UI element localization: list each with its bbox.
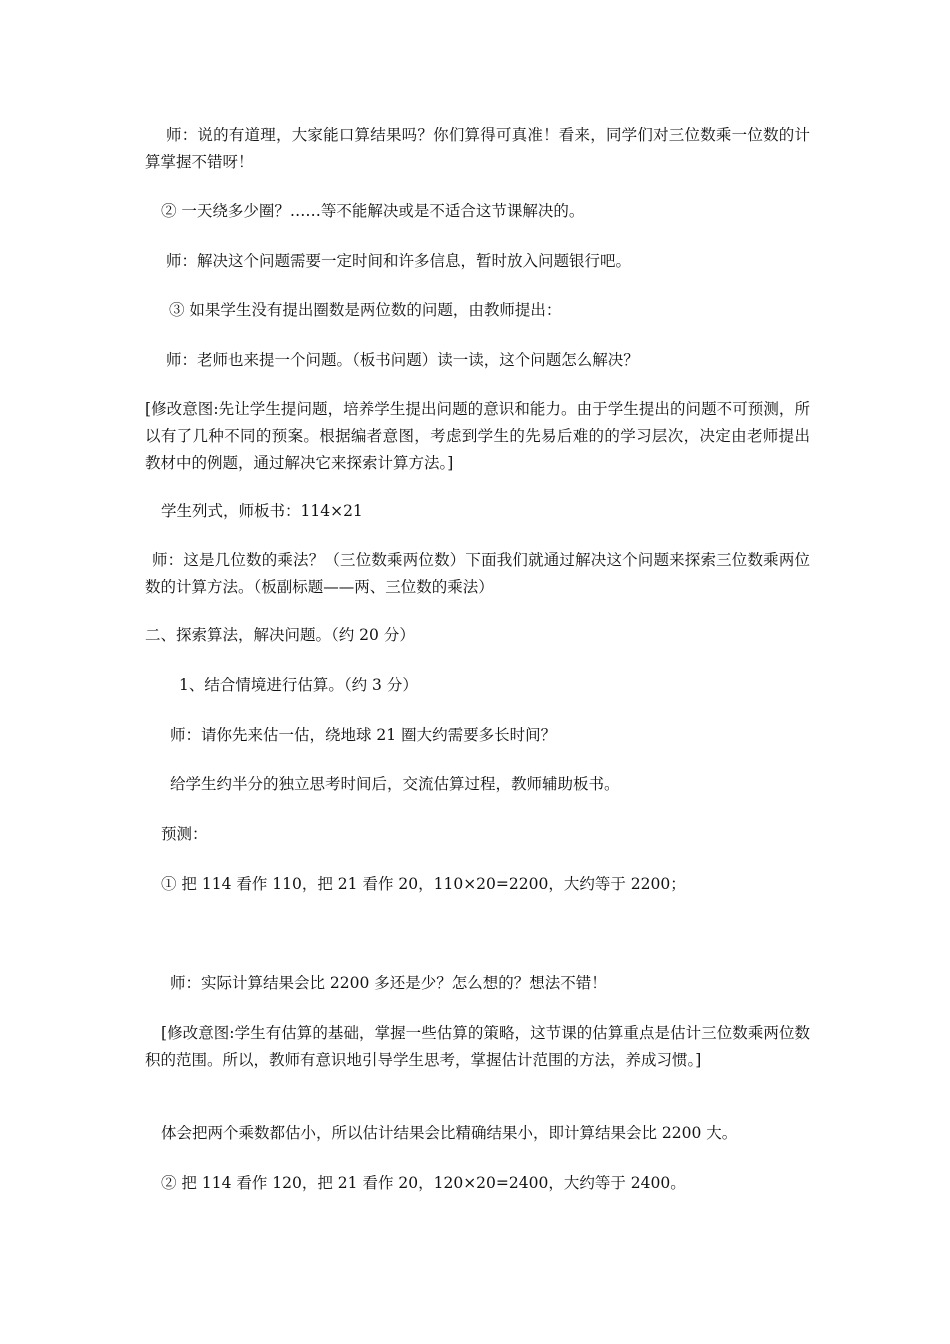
subsection-heading-estimate: 1、结合情境进行估算。（约 3 分） (179, 676, 418, 694)
paragraph-teacher-question: 师：老师也来提一个问题。（板书问题）读一读，这个问题怎么解决？ (166, 351, 639, 369)
paragraph-teacher-estimate-prompt: 师：请你先来估一估，绕地球 21 圈大约需要多长时间？ (170, 726, 557, 744)
paragraph-revision-intent-2: [修改意图:学生有估算的基础，掌握一些估算的策略，这节课的估算重点是估计三位数乘两位数积的范围。所以，教师有意识地引导学生思考，掌握估计范围的方法，养成习惯。] (145, 1024, 810, 1069)
paragraph-revision-intent-1: [修改意图:先让学生提问题，培养学生提出问题的意识和能力。由于学生提出的问题不可预测，所以有了几种不同的预案。根据编者意图，考虑到学生的先易后难的的学习层次，决定由老师提出教材中的例题，通过解决它来探索计算方法。] (145, 400, 810, 472)
paragraph-experience-estimate: 体会把两个乘数都估小，所以估计结果会比精确结果小，即计算结果会比 2200 大。 (161, 1124, 738, 1142)
paragraph-prediction-2: ② 把 114 看作 120，把 21 看作 20，120×20=2400，大约等于 2400。 (161, 1174, 686, 1192)
section-heading-explore: 二、探索算法，解决问题。（约 20 分） (145, 626, 415, 644)
paragraph-prediction-1: ① 把 114 看作 110，把 21 看作 20，110×20=2200，大约等于 2200； (161, 875, 686, 893)
paragraph-teacher-proposes: ③ 如果学生没有提出圈数是两位数的问题，由教师提出： (169, 301, 562, 319)
paragraph-thinking-time: 给学生约半分的独立思考时间后，交流估算过程，教师辅助板书。 (170, 775, 620, 793)
paragraph-teacher-praise: 师：说的有道理，大家能口算结果吗？你们算得可真准！看来，同学们对三位数乘一位数的计算掌握不错呀！ (145, 126, 810, 171)
paragraph-teacher-compare: 师：实际计算结果会比 2200 多还是少？怎么想的？想法不错！ (170, 974, 607, 992)
paragraph-board-expression: 学生列式，师板书：114×21 (161, 502, 363, 520)
paragraph-multiplication-type: 师：这是几位数的乘法？（三位数乘两位数）下面我们就通过解决这个问题来探索三位数乘两位数的计算方法。（板副标题——两、三位数的乘法） (145, 551, 810, 596)
paragraph-question-circles: ② 一天绕多少圈？……等不能解决或是不适合这节课解决的。 (161, 202, 585, 220)
paragraph-question-bank: 师：解决这个问题需要一定时间和许多信息，暂时放入问题银行吧。 (166, 252, 632, 270)
paragraph-prediction-label: 预测： (161, 825, 208, 843)
